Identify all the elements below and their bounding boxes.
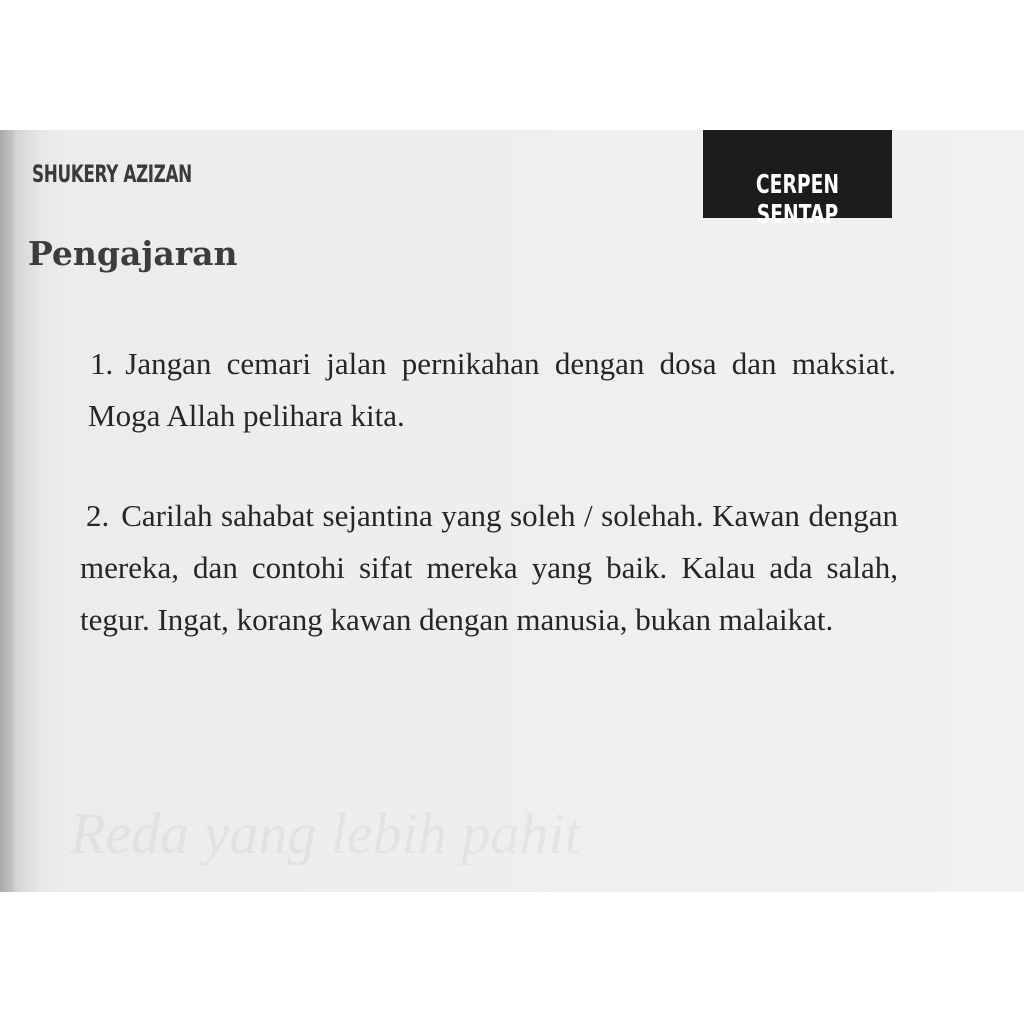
lesson-item-text: Carilah sahabat sejantina yang soleh / solehah. Kawan dengan mereka, dan contohi sifat mereka yang baik. Kalau ada salah, tegur. Ingat, korang kawan dengan manusia, bukan malaikat. [80, 498, 898, 637]
book-title-tab [703, 130, 892, 230]
page-gutter-shadow [0, 130, 14, 892]
bleed-through-text [70, 800, 581, 867]
section-heading: Pengajaran [28, 234, 238, 273]
book-page [0, 130, 1024, 892]
lesson-item-number: 2. [86, 498, 110, 533]
lesson-item-2 [80, 490, 898, 646]
author-running-head: SHUKERY AZIZAN [32, 160, 192, 188]
lesson-item-1 [88, 338, 896, 442]
lesson-item-text: Jangan cemari jalan pernikahan dengan dosa dan maksiat. Moga Allah pelihara kita. [88, 346, 896, 433]
book-title-running-head: CERPEN SENTAP [755, 170, 840, 230]
lesson-item-number: 1. [90, 346, 114, 381]
